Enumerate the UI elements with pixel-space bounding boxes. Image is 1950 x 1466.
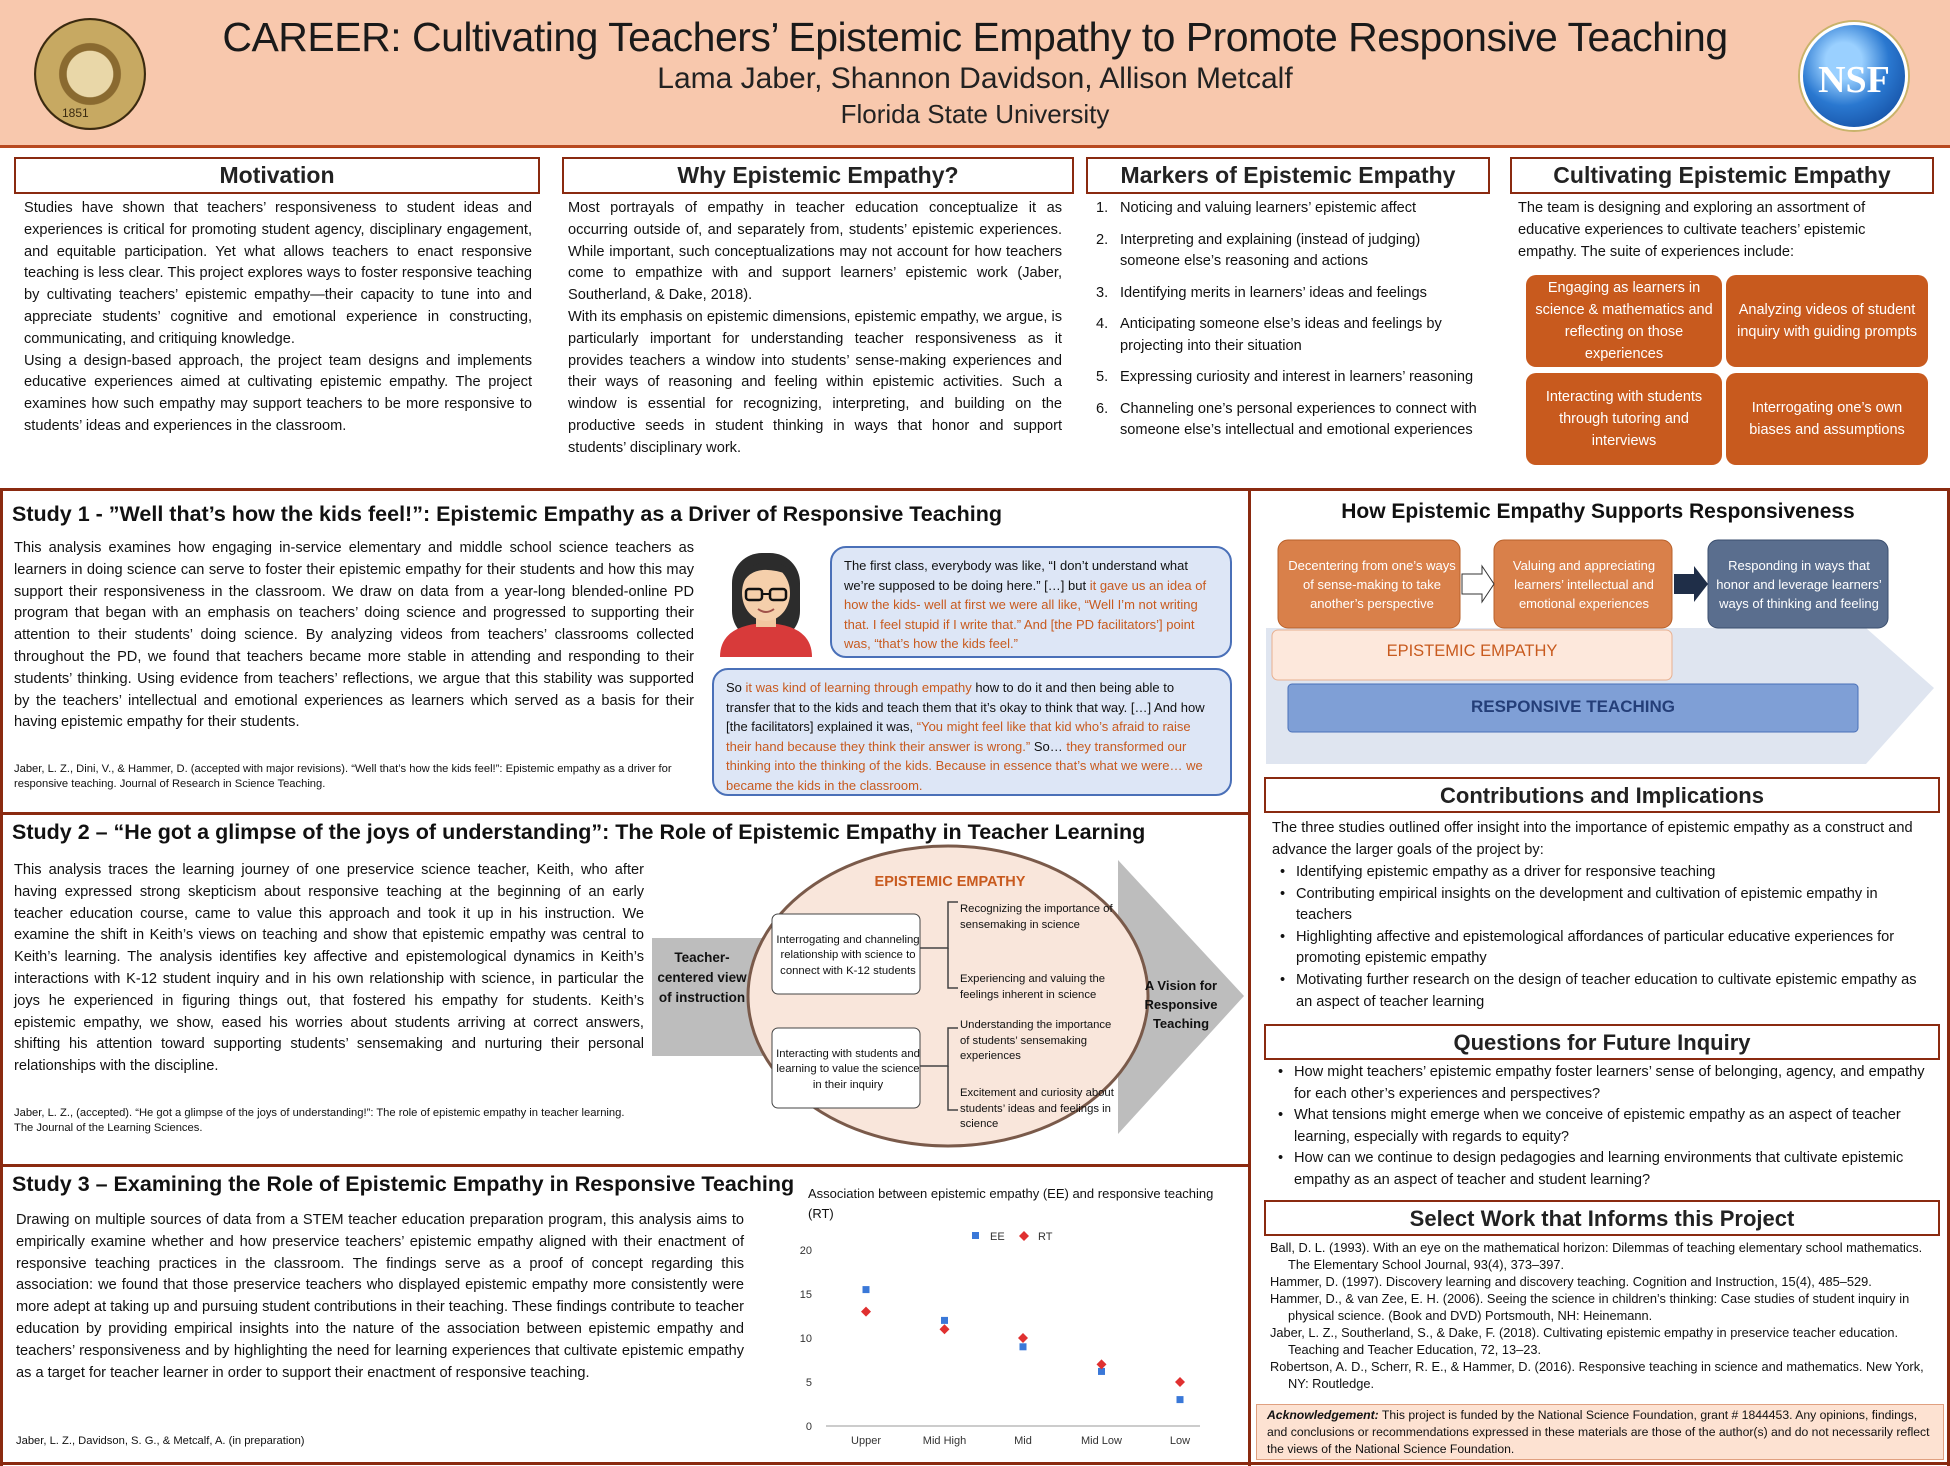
marker-item bbox=[1096, 198, 1478, 220]
y-tick-label: 15 bbox=[799, 1289, 812, 1301]
marker-item bbox=[1096, 399, 1478, 442]
x-tick-label: Mid bbox=[1014, 1435, 1032, 1447]
contributions-heading: Contributions and Implications bbox=[1264, 777, 1940, 813]
x-tick-label: Low bbox=[1169, 1435, 1191, 1447]
marker-item bbox=[1096, 230, 1478, 273]
marker-item bbox=[1096, 314, 1478, 357]
data-point-ee bbox=[1177, 1396, 1184, 1403]
legend-label-ee: EE bbox=[990, 1231, 1005, 1243]
diagram-box-a-label: Interrogating and channeling relationship with science to connect with K-12 students bbox=[776, 933, 920, 977]
study3-reference: Jaber, L. Z., Davidson, S. G., & Metcalf, A. (in preparation) bbox=[16, 1435, 305, 1447]
motivation-paragraph-2: Using a design-based approach, the project team designs and implements educative experiences aimed at cultivating epistemic empathy. The project examines how such empathy may support teachers to be more responsive to students’ ideas and experiences in the classroom. bbox=[24, 352, 532, 434]
responsive-teaching-band-label: RESPONSIVE TEACHING bbox=[1470, 697, 1676, 716]
poster-authors: Lama Jaber, Shannon Davidson, Allison Metcalf bbox=[657, 62, 1293, 95]
cultivating-heading: Cultivating Epistemic Empathy bbox=[1510, 157, 1934, 194]
divider-bottom bbox=[0, 1462, 1950, 1465]
data-point-ee bbox=[941, 1317, 948, 1324]
y-tick-label: 10 bbox=[799, 1333, 812, 1345]
reference-item: Robertson, A. D., Scherr, R. E., & Hammer, D. (2016). Responsive teaching in science and mathematics. New York, NY: Routledge. bbox=[1270, 1359, 1924, 1391]
data-point-rt bbox=[861, 1307, 871, 1317]
quote2-part-c: how to do it and then being able to transfer that to the kids and teach them that it’s okay to think that way. […] And how [the facilitators] explained it was, bbox=[726, 680, 1205, 735]
quote2-part-f: they transformed our thinking into the thinking of the kids. Because in essence that’s what we were… we became the kids in the classroom. bbox=[726, 738, 1203, 793]
data-point-rt bbox=[1018, 1333, 1028, 1343]
y-tick-label: 0 bbox=[805, 1421, 812, 1433]
cultivating-intro: The team is designing and exploring an assortment of educative experiences to cultivate teachers’ epistemic empathy. The suite of experiences include: bbox=[1518, 200, 1866, 260]
marker-item bbox=[1096, 283, 1478, 305]
questions-heading: Questions for Future Inquiry bbox=[1264, 1024, 1940, 1060]
question-item: • What tensions might emerge when we conceive of epistemic empathy as an aspect of teacher learning, especially with regards to equity? bbox=[1270, 1105, 1934, 1148]
marker-number: 3. bbox=[1096, 284, 1109, 301]
study2-title: Study 2 – “He got a glimpse of the joys of understanding”: The Role of Epistemic Empathy in Teacher Learning bbox=[12, 820, 1146, 844]
fsu-seal-year: 1851 bbox=[62, 106, 89, 120]
marker-number: 1. bbox=[1096, 200, 1109, 216]
diagram-left-label: Teacher-centered view of instruction bbox=[657, 950, 747, 1005]
motivation-paragraph-1: Studies have shown that teachers’ responsiveness to student ideas and experiences is critical for promoting student agency, disciplinary engagement, and equitable participation. Yet what allows teachers to enact responsive teaching is less clear. This project explores ways to foster responsive teaching by cultivating teachers’ epistemic empathy—their capacity to tune into and appreciate students’ cognitive and emotional experience in constructing, communicating, and critiquing knowledge. bbox=[24, 200, 532, 347]
arrow-right-icon bbox=[1674, 566, 1708, 602]
study2-body: This analysis traces the learning journey of one preservice science teacher, Keith, who after having expressed strong skepticism about responsive teaching at the beginning of an early teacher education course, came to value this approach and took it up in his instruction. We examine the shift in Keith’s views on teaching and show that epistemic empathy was central to Keith’s learning. The analysis identifies key affective and epistemological dynamics in Keith’s interactions with K-12 student inquiry and in his own relationship with science, in particular the joys he experienced in figuring things out, that fostered his empathy for students. Keith’s epistemic empathy, we show, eased his worries about students arriving at correct answers, shifting his attention toward supporting students’ sensemaking and nurturing their personal relationships with the discipline. bbox=[14, 862, 644, 1075]
acknowledgement bbox=[1256, 1404, 1944, 1460]
acknowledgement-text: This project is funded by the National Science Foundation, grant # 1844453. Any opinions, findings, and conclusions or recommendations expressed in these materials are those of the author(s) and do not necessarily reflect the views of the National Science Foundation. bbox=[1267, 1408, 1930, 1456]
quote2-part-a: So bbox=[726, 680, 746, 695]
contributions-list bbox=[1272, 862, 1934, 1013]
diagram-item-2: Experiencing and valuing the feelings inherent in science bbox=[960, 973, 1106, 1001]
questions-list bbox=[1270, 1062, 1934, 1192]
divider-study2 bbox=[0, 812, 1250, 815]
teacher-avatar-icon bbox=[712, 545, 820, 657]
data-point-rt bbox=[940, 1324, 950, 1334]
marker-text: Anticipating someone else’s ideas and feelings by projecting into their situation bbox=[1120, 316, 1442, 354]
markers-list bbox=[1096, 198, 1478, 452]
poster-title: CAREER: Cultivating Teachers’ Epistemic Empathy to Promote Responsive Teaching bbox=[222, 14, 1728, 60]
marker-text: Noticing and valuing learners’ epistemic affect bbox=[1120, 200, 1417, 216]
experience-box-3: Interacting with students through tutoring and interviews bbox=[1526, 373, 1722, 465]
supports-box-3-label: Responding in ways that honor and leverage learners’ ways of thinking and feeling bbox=[1716, 557, 1882, 611]
x-tick-label: Mid Low bbox=[1081, 1435, 1122, 1447]
quote2-part-b: it was kind of learning through empathy bbox=[745, 680, 972, 695]
quote2-part-d: “You might feel like that kid who’s afraid to raise their hand because they think their answer is wrong.” bbox=[726, 719, 1191, 754]
diagram-item-1: Recognizing the importance of sensemaking in science bbox=[960, 903, 1113, 931]
x-tick-label: Mid High bbox=[922, 1435, 967, 1447]
question-item: • How might teachers’ epistemic empathy foster learners’ sense of belonging, agency, and empathy for each other’s experiences and perspectives? bbox=[1270, 1062, 1934, 1105]
marker-text: Interpreting and explaining (instead of judging) someone else’s reasoning and actions bbox=[1120, 231, 1421, 269]
marker-number: 6. bbox=[1096, 400, 1109, 417]
diagram-right-label: A Vision for Responsive Teaching bbox=[1144, 978, 1218, 1031]
data-point-ee bbox=[863, 1286, 870, 1293]
marker-item bbox=[1096, 367, 1478, 389]
marker-text: Expressing curiosity and interest in learners’ reasoning bbox=[1120, 369, 1474, 385]
legend-label-rt: RT bbox=[1038, 1231, 1053, 1243]
diagram-item-4: Excitement and curiosity about students’ ideas and feelings in science bbox=[960, 1087, 1114, 1130]
ee-rt-scatter-chart bbox=[780, 1222, 1220, 1458]
experience-box-4: Interrogating one’s own biases and assumptions bbox=[1726, 373, 1928, 465]
legend-marker-rt bbox=[1019, 1231, 1029, 1241]
study1-body: This analysis examines how engaging in-service elementary and middle school science teachers as learners in doing science can serve to foster their epistemic empathy for their students and how this may support their responsiveness in the classroom. We draw on data from a year-long blended-online PD program that began with an emphasis on teachers’ doing science and progressed to supporting their attention to their students’ doing science. By analyzing videos from teachers’ classrooms collected throughout the PD, we found that teachers became more stable in attending and responding to their students’ thinking. Using evidence from teachers’ reflections, we argue that this stability was supported by the teachers’ intellectual and emotional experiences as learners which served as a basis for their having epistemic empathy for their students. bbox=[14, 540, 694, 731]
marker-text: Channeling one’s personal experiences to connect with someone else’s intellectual and emotional experiences bbox=[1120, 400, 1477, 438]
divider-top bbox=[0, 488, 1950, 491]
why-text bbox=[568, 198, 1062, 460]
question-item: • How can we continue to design pedagogies and learning environments that cultivate epistemic empathy as an aspect of teacher and student learning? bbox=[1270, 1148, 1934, 1191]
experience-box-1: Engaging as learners in science & mathematics and reflecting on those experiences bbox=[1526, 275, 1722, 367]
divider-left bbox=[0, 488, 3, 1466]
chart-title: Association between epistemic empathy (EE) and responsive teaching (RT) bbox=[808, 1186, 1214, 1221]
reference-item: Hammer, D. (1997). Discovery learning and discovery teaching. Cognition and Instruction, 15(4), 485–529. bbox=[1270, 1274, 1872, 1289]
contribution-item: • Identifying epistemic empathy as a driver for responsive teaching bbox=[1272, 862, 1934, 884]
y-tick-label: 5 bbox=[805, 1377, 812, 1389]
marker-number: 2. bbox=[1096, 231, 1109, 248]
marker-number: 4. bbox=[1096, 316, 1109, 332]
contribution-item: • Contributing empirical insights on the development and cultivation of epistemic empathy in teachers bbox=[1272, 884, 1934, 927]
contribution-item: • Motivating further research on the design of teacher education to cultivate epistemic empathy as an aspect of teacher learning bbox=[1272, 970, 1934, 1013]
works-list bbox=[1270, 1239, 1938, 1392]
legend-marker-ee bbox=[972, 1232, 979, 1239]
quote1-part-b: it gave us an idea of how the kids- well at first we were all like, “Well I’m not writing that. I feel stupid if I write that.” And [the PD facilitators’] point was, “that’s how the kids feel.” bbox=[844, 577, 1207, 652]
why-heading: Why Epistemic Empathy? bbox=[562, 157, 1074, 194]
quote-bubble-2 bbox=[712, 668, 1232, 796]
diagram-item-3: Understanding the importance of students’ sensemaking experiences bbox=[960, 1019, 1112, 1062]
diagram-box-b-label: Interacting with students and learning to value the science in their inquiry bbox=[776, 1047, 920, 1091]
diagram-oval-title: EPISTEMIC EMPATHY bbox=[874, 874, 1026, 890]
supports-box-2-label: Valuing and appreciating learners’ intellectual and emotional experiences bbox=[1512, 557, 1656, 611]
motivation-heading: Motivation bbox=[14, 157, 540, 194]
why-paragraph-2: With its emphasis on epistemic dimensions, epistemic empathy, we argue, is particularly important for understanding teacher responsiveness as it provides teachers a window into students’ sense-making experiences and their ways of reasoning and feeling within epistemic activities. Such a window is essential for recognizing, interpreting, and building on the productive seeds in student thinking in ways that honor and support students’ disciplinary work. bbox=[568, 308, 1062, 456]
study3-title: Study 3 – Examining the Role of Epistemic Empathy in Responsive Teaching bbox=[12, 1172, 795, 1196]
study1-reference: Jaber, L. Z., Dini, V., & Hammer, D. (accepted with major revisions). “Well that’s how the kids feel!”: Epistemic empathy as a driver for responsive teaching. Journal of Research in Science Teaching. bbox=[14, 763, 672, 790]
supports-title: How Epistemic Empathy Supports Responsiveness bbox=[1341, 500, 1855, 523]
why-paragraph-1: Most portrayals of empathy in teacher education conceptualize it as occurring outside of, and separately from, students’ epistemic experiences. While important, such conceptualizations may not account for how teachers come to empathize with and support learners’ epistemic work (Jaber, Southerland, & Dake, 2018). bbox=[568, 200, 1062, 304]
data-point-rt bbox=[1175, 1377, 1185, 1387]
marker-number: 5. bbox=[1096, 369, 1109, 385]
contributions-intro: The three studies outlined offer insight into the importance of epistemic empathy as a construct and advance the larger goals of the project by: bbox=[1272, 820, 1913, 858]
quote-bubble-1 bbox=[830, 546, 1232, 658]
data-point-ee bbox=[1020, 1343, 1027, 1350]
study1-title: Study 1 - ”Well that’s how the kids feel!”: Epistemic Empathy as a Driver of Responsive Teaching bbox=[12, 502, 1003, 526]
marker-text: Identifying merits in learners’ ideas and feelings bbox=[1120, 284, 1427, 301]
divider-vertical bbox=[1248, 488, 1251, 1466]
acknowledgement-label: Acknowledgement: bbox=[1267, 1408, 1379, 1422]
y-tick-label: 20 bbox=[799, 1245, 812, 1257]
divider-study3 bbox=[0, 1164, 1250, 1167]
markers-heading: Markers of Epistemic Empathy bbox=[1086, 157, 1490, 194]
x-tick-label: Upper bbox=[851, 1435, 881, 1447]
reference-item: Jaber, L. Z., Southerland, S., & Dake, F. (2018). Cultivating epistemic empathy in preservice teacher education. Teaching and Teacher Education, 72, 13–23. bbox=[1270, 1325, 1899, 1357]
reference-item: Ball, D. L. (1993). With an eye on the mathematical horizon: Dilemmas of teaching elementary school mathematics. The Elementary School Journal, 93(4), 373–397. bbox=[1270, 1240, 1923, 1272]
nsf-logo-text: NSF bbox=[1818, 59, 1890, 101]
epistemic-empathy-band-label: EPISTEMIC EMPATHY bbox=[1386, 642, 1558, 660]
quote1-part-a: The first class, everybody was like, “I don’t understand what we’re supposed to be doing here.” […] but bbox=[844, 558, 1188, 593]
study2-reference: Jaber, L. Z., (accepted). “He got a glimpse of the joys of understanding!”: The role of epistemic empathy in teacher learning. The Journal of the Learning Sciences. bbox=[14, 1107, 625, 1134]
study3-body: Drawing on multiple sources of data from a STEM teacher education preparation program, this analysis aims to empirically examine whether and how preservice teachers’ epistemic empathy aligned with their enactment of responsive teaching practices in the classroom. The findings serve as a proof of concept regarding this association: we found that those preservice teachers who displayed epistemic empathy more consistently were more adept at taking up and pursuing student contributions in their teaching. These findings contribute to teacher education by providing empirical insights into the nature of the association between epistemic empathy and teachers’ responsiveness and by highlighting the need for learning experiences that cultivate epistemic empathy as a target for teacher learner in order to support their enactment of responsive teaching. bbox=[16, 1212, 744, 1381]
motivation-text bbox=[24, 198, 532, 438]
quote2-part-e: So… bbox=[1030, 738, 1067, 754]
supports-box-1-label: Decentering from one’s ways of sense-making to take another’s perspective bbox=[1288, 557, 1456, 611]
contribution-item: • Highlighting affective and epistemological affordances of particular educative experiences for promoting epistemic empathy bbox=[1272, 927, 1934, 970]
experience-box-2: Analyzing videos of student inquiry with guiding prompts bbox=[1726, 275, 1928, 367]
poster-university: Florida State University bbox=[840, 99, 1110, 129]
data-point-rt bbox=[1097, 1359, 1107, 1369]
works-heading: Select Work that Informs this Project bbox=[1264, 1200, 1940, 1236]
arrow-right-icon bbox=[1462, 566, 1494, 602]
reference-item: Hammer, D., & van Zee, E. H. (2006). Seeing the science in children’s thinking: Case studies of student inquiry in physical science. (Book and DVD) Portsmouth, NH: Heinemann. bbox=[1270, 1291, 1910, 1323]
